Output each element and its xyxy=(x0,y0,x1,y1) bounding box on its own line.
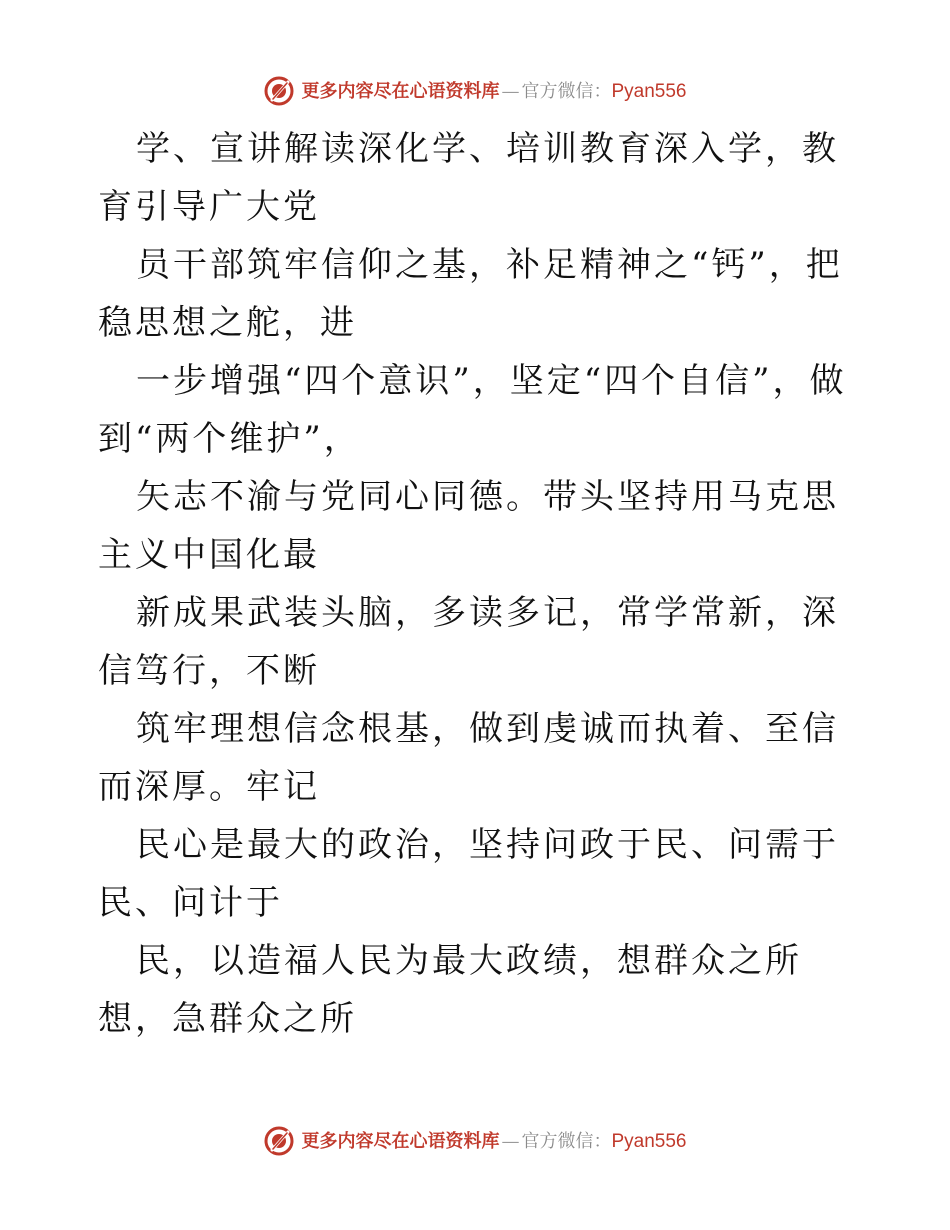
header-watermark-text xyxy=(301,82,686,101)
paragraph: 筑牢理想信念根基，做到虔诚而执着、至信而深厚。牢记 xyxy=(98,709,839,807)
footer-banner-wechat-id: Pyan556 xyxy=(611,1130,687,1152)
paragraph: 矢志不渝与党同心同德。带头坚持用马克思主义中国化最 xyxy=(98,477,839,575)
header-banner-wechat-id: Pyan556 xyxy=(611,80,687,102)
brand-logo-icon xyxy=(263,1125,295,1157)
footer-banner-separator: — xyxy=(501,1130,520,1152)
paragraph: 员干部筑牢信仰之基，补足精神之“钙”，把稳思想之舵，进 xyxy=(98,245,843,343)
footer-watermark-banner xyxy=(0,1121,950,1161)
document-body xyxy=(98,120,858,1048)
footer-banner-wechat-label: 官方微信： xyxy=(521,1130,612,1152)
paragraph: 民心是最大的政治，坚持问政于民、问需于民、问计于 xyxy=(98,825,839,923)
header-banner-main: 更多内容尽在心语资料库 xyxy=(301,80,500,102)
header-watermark-banner xyxy=(0,71,950,111)
paragraph: 民，以造福人民为最大政绩，想群众之所想，急群众之所 xyxy=(98,941,802,1039)
paragraph: 一步增强“四个意识”，坚定“四个自信”，做到“两个维护”， xyxy=(98,361,847,459)
footer-watermark-text xyxy=(301,1132,686,1151)
footer-banner-main: 更多内容尽在心语资料库 xyxy=(301,1130,500,1152)
header-banner-separator: — xyxy=(501,80,520,102)
paragraph: 新成果武装头脑，多读多记，常学常新，深信笃行，不断 xyxy=(98,593,839,691)
paragraph: 学、宣讲解读深化学、培训教育深入学，教育引导广大党 xyxy=(98,129,839,227)
header-banner-wechat-label: 官方微信： xyxy=(521,80,612,102)
brand-logo-icon xyxy=(263,75,295,107)
